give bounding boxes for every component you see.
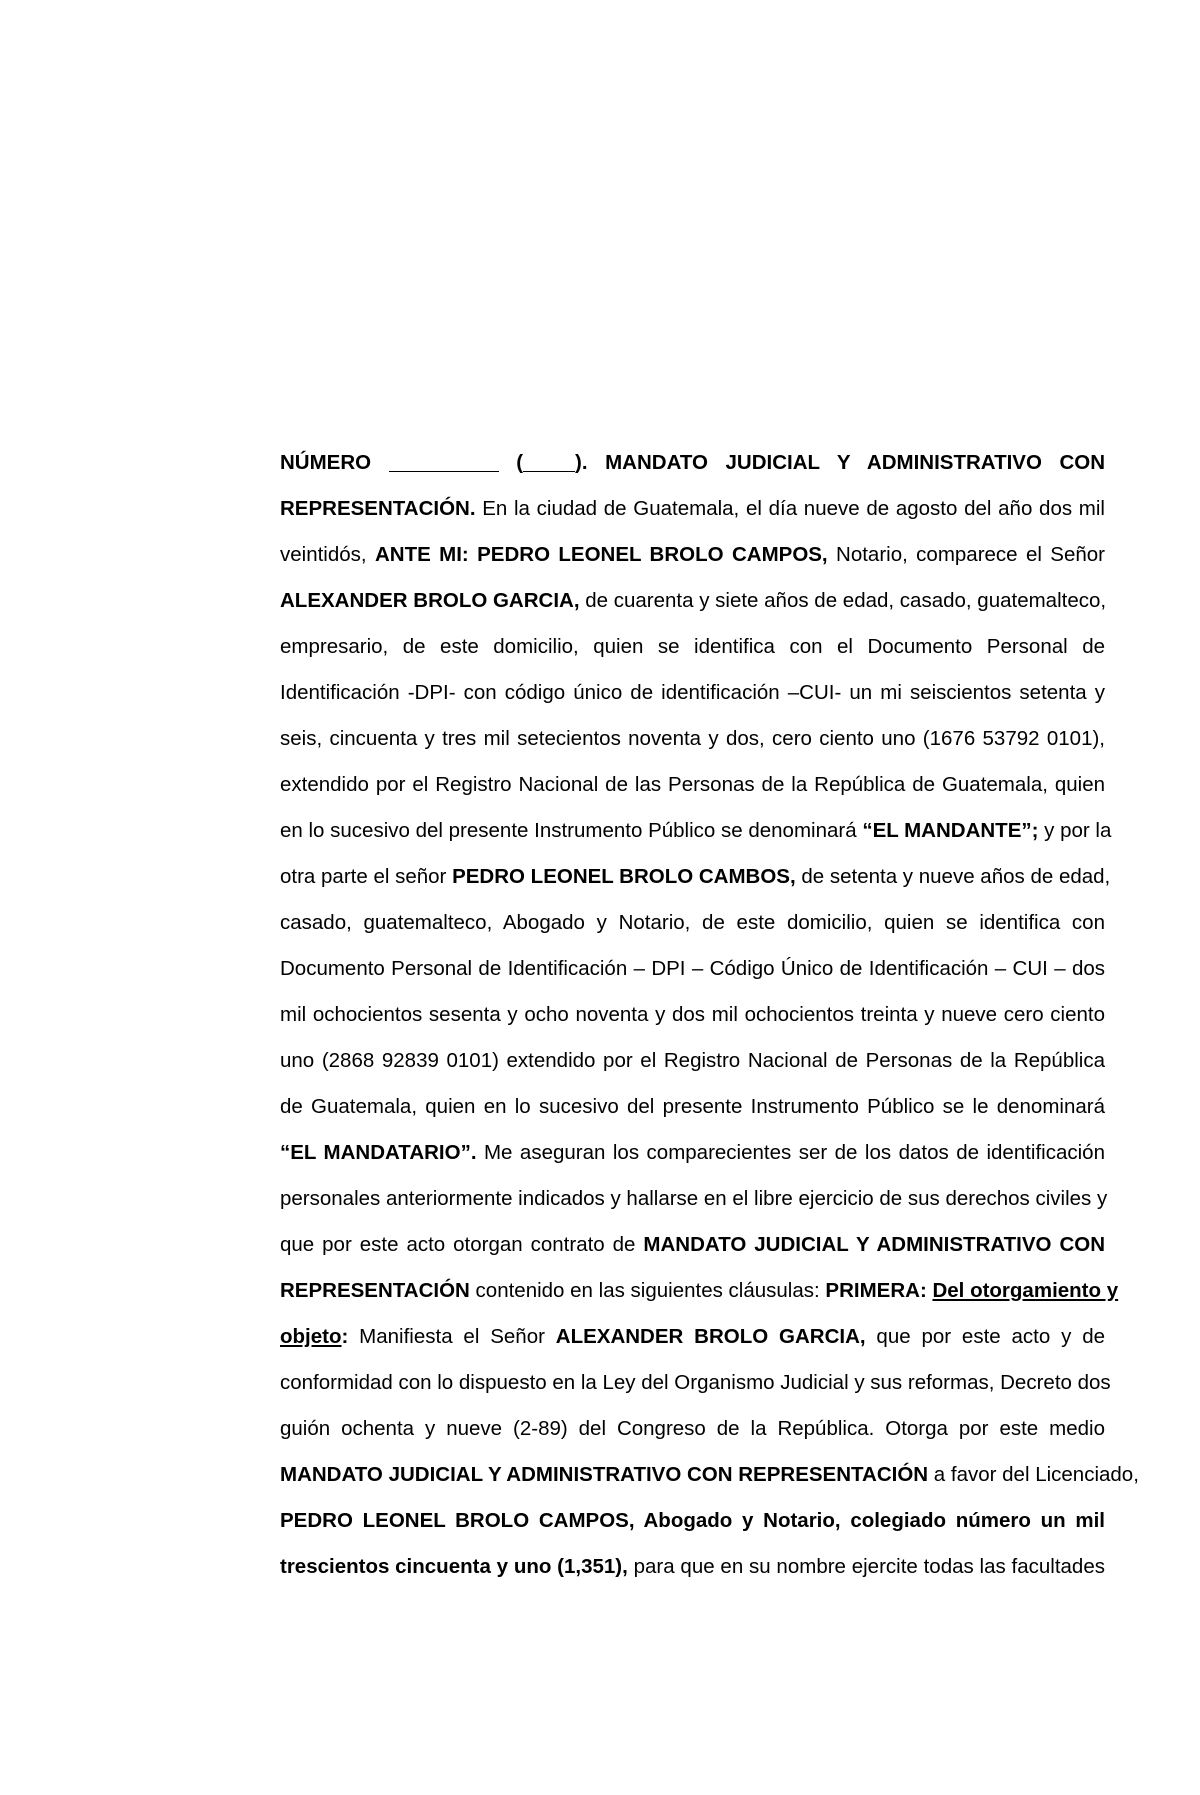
document-line — [280, 1038, 1105, 1084]
document-line — [280, 670, 1105, 716]
document-line — [280, 992, 1105, 1038]
text-segment: que por este acto y de — [865, 1325, 1105, 1348]
text-segment: MANDATO JUDICIAL Y ADMINISTRATIVO CON — [587, 451, 1105, 474]
text-segment: REPRESENTACIÓN. — [280, 497, 476, 520]
text-segment: ( — [498, 451, 524, 474]
text-segment: trescientos cincuenta y uno (1,351), — [280, 1555, 628, 1578]
text-segment: ANTE MI: PEDRO LEONEL BROLO CAMPOS, — [374, 543, 828, 566]
text-segment: otra parte el señor — [280, 865, 453, 888]
text-segment: Me aseguran los comparecientes ser de los datos de identificación — [476, 1141, 1105, 1164]
document-line — [280, 578, 1105, 624]
document-body — [280, 440, 1139, 1590]
number-blank — [389, 470, 499, 472]
document-line — [280, 1130, 1105, 1176]
document-line — [280, 1498, 1105, 1544]
text-segment: guión ochenta y nueve (2-89) del Congreso de la República. Otorga por este medio — [280, 1417, 1105, 1440]
text-segment: personales anteriormente indicados y hallarse en el libre ejercicio de sus derechos civiles y — [280, 1187, 1108, 1210]
text-segment: En la ciudad de Guatemala, el día nueve de agosto del año dos mil — [475, 497, 1105, 520]
document-line — [280, 854, 1111, 900]
text-segment: “EL MANDATARIO”. — [280, 1141, 477, 1164]
text-segment: PRIMERA: — [825, 1279, 927, 1302]
text-segment: de cuarenta y siete años de edad, casado, guatemalteco, — [579, 589, 1107, 612]
text-segment: ALEXANDER BROLO GARCIA, — [280, 589, 580, 612]
text-segment: REPRESENTACIÓN — [280, 1279, 470, 1302]
text-segment: Identificación -DPI- con código único de identificación –CUI- un mi seiscientos setenta y — [280, 681, 1105, 704]
text-segment: contenido en las siguientes cláusulas: — [469, 1279, 826, 1302]
text-segment: Documento Personal de Identificación – DPI – Código Único de Identificación – CUI – dos — [280, 957, 1105, 980]
document-line — [280, 624, 1105, 670]
text-segment: mil ochocientos sesenta y ocho noventa y dos mil ochocientos treinta y nueve cero ciento — [280, 1003, 1105, 1026]
text-segment: seis, cincuenta y tres mil setecientos noventa y dos, cero ciento uno (1676 53792 0101), — [280, 727, 1105, 750]
text-segment: NÚMERO — [280, 451, 372, 474]
document-line — [280, 1222, 1105, 1268]
text-segment: uno (2868 92839 0101) extendido por el Registro Nacional de Personas de la República — [280, 1049, 1105, 1072]
number-digits-blank — [523, 470, 575, 472]
text-segment: Manifiesta el Señor — [348, 1325, 556, 1348]
text-segment: que por este acto otorgan contrato de — [280, 1233, 644, 1256]
document-line — [280, 440, 1105, 486]
text-segment: casado, guatemalteco, Abogado y Notario, de este domicilio, quien se identifica con — [280, 911, 1105, 934]
text-segment — [371, 451, 389, 474]
text-segment: PEDRO LEONEL BROLO CAMPOS, Abogado y Notario, colegiado número un mil — [280, 1509, 1105, 1532]
document-line — [280, 1268, 1119, 1314]
document-line — [280, 900, 1105, 946]
text-segment: empresario, de este domicilio, quien se identifica con el Documento Personal de — [280, 635, 1105, 658]
text-segment: Notario, comparece el Señor — [827, 543, 1105, 566]
text-segment: conformidad con lo dispuesto en la Ley del Organismo Judicial y sus reformas, Decreto dos — [280, 1371, 1111, 1394]
text-segment: ). — [575, 451, 588, 474]
text-segment: en lo sucesivo del presente Instrumento Público se denominará — [280, 819, 863, 842]
text-segment: PEDRO LEONEL BROLO CAMBOS, — [452, 865, 796, 888]
document-line — [280, 1176, 1108, 1222]
document-line — [280, 486, 1105, 532]
text-segment: a favor del Licenciado, — [928, 1463, 1139, 1486]
document-line — [280, 1452, 1139, 1498]
text-segment: y por la — [1038, 819, 1112, 842]
document-line — [280, 808, 1112, 854]
text-segment: ALEXANDER BROLO GARCIA, — [555, 1325, 866, 1348]
document-line — [280, 1360, 1111, 1406]
text-segment: extendido por el Registro Nacional de las Personas de la República de Guatemala, quien — [280, 773, 1105, 796]
text-segment: objeto — [280, 1325, 342, 1348]
text-segment: para que en su nombre ejercite todas las facultades — [627, 1555, 1105, 1578]
text-segment: de Guatemala, quien en lo sucesivo del presente Instrumento Público se le denominará — [280, 1095, 1105, 1118]
text-segment: MANDATO JUDICIAL Y ADMINISTRATIVO CON REPRESENTACIÓN — [280, 1463, 929, 1486]
text-segment: : — [341, 1325, 349, 1348]
document-line — [280, 946, 1105, 992]
document-line — [280, 1084, 1105, 1130]
document-line — [280, 1544, 1105, 1590]
text-segment: veintidós, — [280, 543, 375, 566]
text-segment: “EL MANDANTE”; — [862, 819, 1039, 842]
document-line — [280, 1314, 1105, 1360]
text-segment: Del otorgamiento y — [932, 1279, 1119, 1302]
document-line — [280, 762, 1105, 808]
text-segment: MANDATO JUDICIAL Y ADMINISTRATIVO CON — [643, 1233, 1105, 1256]
document-line — [280, 1406, 1105, 1452]
text-segment: de setenta y nueve años de edad, — [795, 865, 1111, 888]
document-line — [280, 716, 1105, 762]
document-line — [280, 532, 1105, 578]
